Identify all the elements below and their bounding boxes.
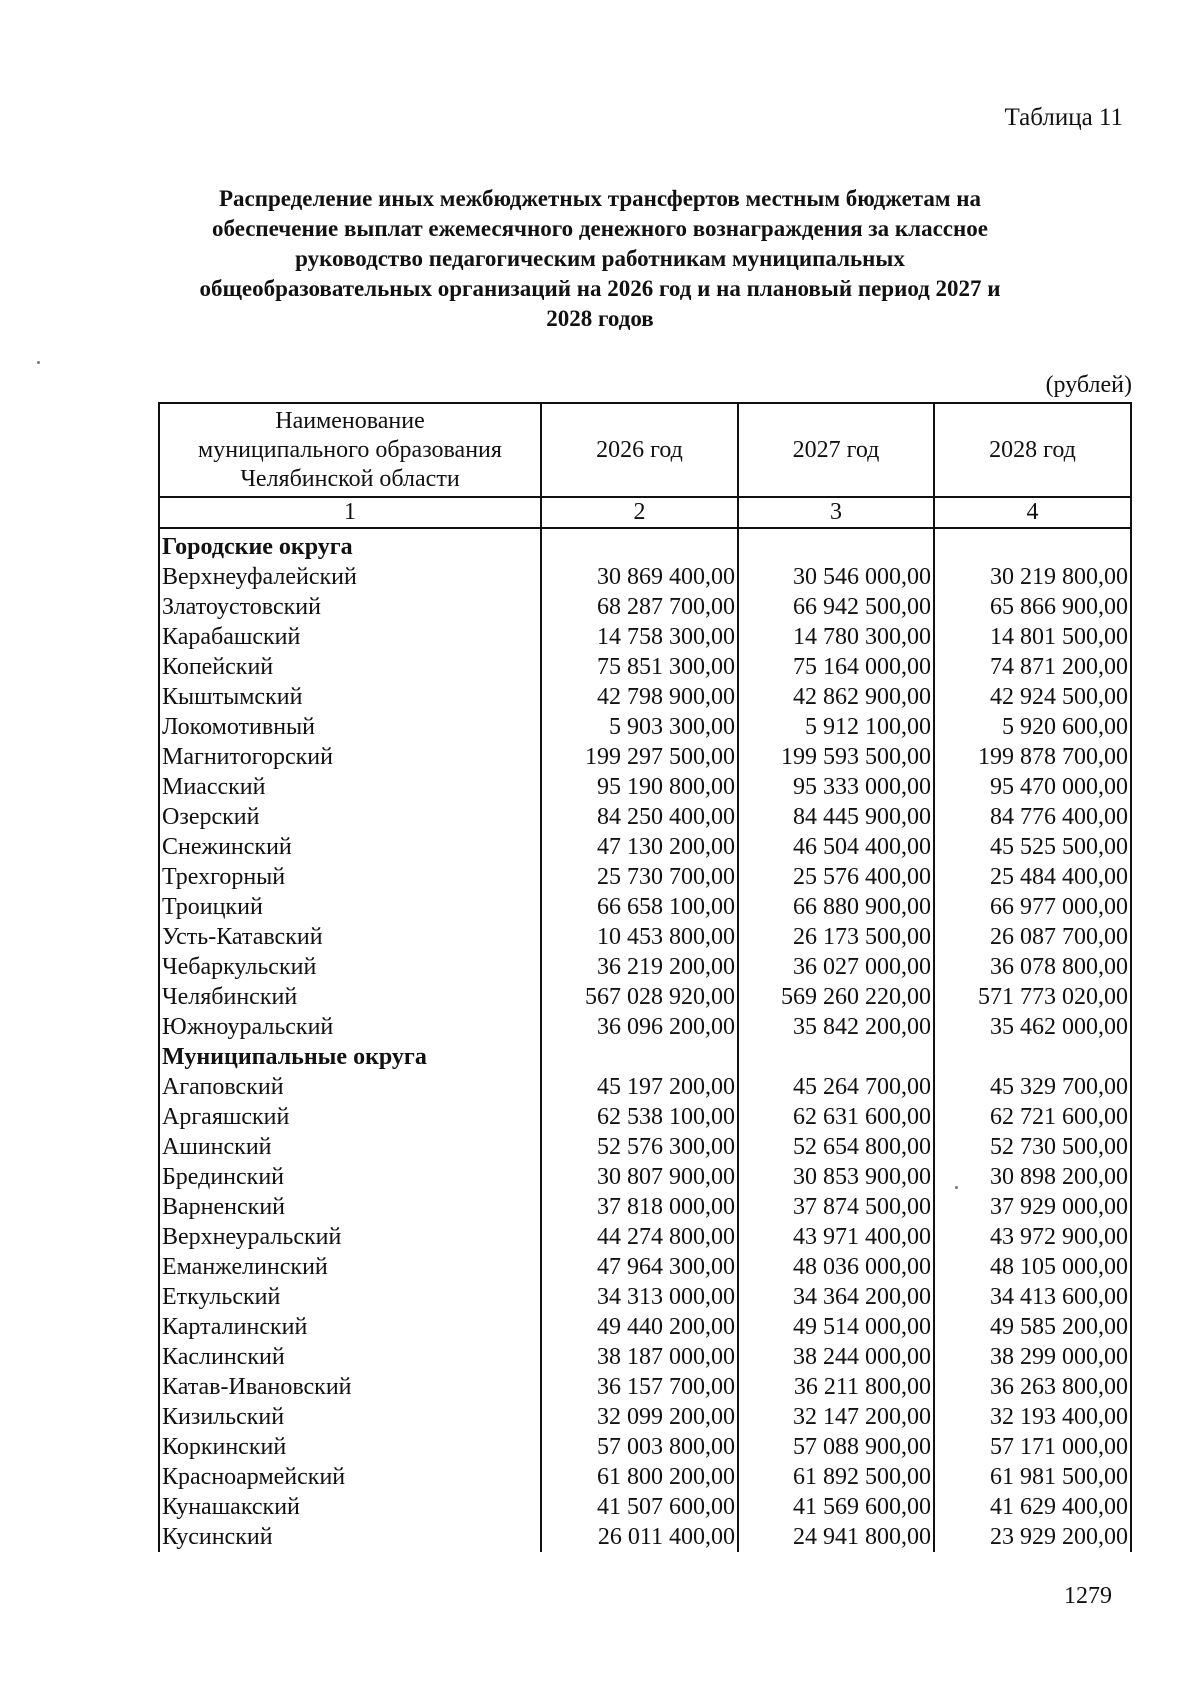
- value-2026: 75 851 300,00: [541, 652, 738, 682]
- municipality-name: Копейский: [159, 652, 541, 682]
- empty-cell: [541, 1042, 738, 1072]
- municipality-name: Кусинский: [159, 1522, 541, 1552]
- value-2026: 30 869 400,00: [541, 562, 738, 592]
- table-row: [159, 1192, 1131, 1222]
- value-2026: 47 964 300,00: [541, 1252, 738, 1282]
- table-row: [159, 742, 1131, 772]
- value-2026: 36 219 200,00: [541, 952, 738, 982]
- table-row: [159, 1102, 1131, 1132]
- value-2028: 45 329 700,00: [934, 1072, 1131, 1102]
- header-name-line: муниципального образования: [198, 436, 502, 463]
- value-2028: 43 972 900,00: [934, 1222, 1131, 1252]
- table-row: [159, 1432, 1131, 1462]
- value-2026: 38 187 000,00: [541, 1342, 738, 1372]
- value-2028: 25 484 400,00: [934, 862, 1131, 892]
- value-2027: 45 264 700,00: [738, 1072, 934, 1102]
- table-row: [159, 1372, 1131, 1402]
- value-2027: 30 853 900,00: [738, 1162, 934, 1192]
- table-row: [159, 562, 1131, 592]
- value-2027: 66 942 500,00: [738, 592, 934, 622]
- value-2026: 44 274 800,00: [541, 1222, 738, 1252]
- value-2026: 57 003 800,00: [541, 1432, 738, 1462]
- value-2028: 14 801 500,00: [934, 622, 1131, 652]
- municipality-name: Челябинский: [159, 982, 541, 1012]
- value-2028: 57 171 000,00: [934, 1432, 1131, 1462]
- municipality-name: Южноуральский: [159, 1012, 541, 1042]
- value-2028: 35 462 000,00: [934, 1012, 1131, 1042]
- column-number: 1: [159, 497, 541, 528]
- title-line: обеспечение выплат ежемесячного денежного вознаграждения за классное: [212, 216, 988, 241]
- table-row: [159, 922, 1131, 952]
- municipality-name: Чебаркульский: [159, 952, 541, 982]
- municipality-name: Миасский: [159, 772, 541, 802]
- header-municipality: [159, 403, 541, 497]
- value-2028: 45 525 500,00: [934, 832, 1131, 862]
- table-row: [159, 1402, 1131, 1432]
- value-2027: 14 780 300,00: [738, 622, 934, 652]
- transfers-table: [158, 402, 1132, 1552]
- value-2028: 30 898 200,00: [934, 1162, 1131, 1192]
- value-2028: 66 977 000,00: [934, 892, 1131, 922]
- value-2026: 66 658 100,00: [541, 892, 738, 922]
- empty-cell: [738, 1042, 934, 1072]
- municipality-name: Агаповский: [159, 1072, 541, 1102]
- value-2026: 14 758 300,00: [541, 622, 738, 652]
- table-row: [159, 1222, 1131, 1252]
- column-numbers-row: [159, 497, 1131, 528]
- value-2026: 49 440 200,00: [541, 1312, 738, 1342]
- value-2026: 62 538 100,00: [541, 1102, 738, 1132]
- value-2027: 25 576 400,00: [738, 862, 934, 892]
- header-2026: 2026 год: [541, 403, 738, 497]
- municipality-name: Карталинский: [159, 1312, 541, 1342]
- table-row: [159, 892, 1131, 922]
- value-2026: 42 798 900,00: [541, 682, 738, 712]
- empty-cell: [541, 532, 738, 562]
- title-line: общеобразовательных организаций на 2026 год и на плановый период 2027 и: [199, 276, 1001, 301]
- table-row: [159, 1072, 1131, 1102]
- municipality-name: Карабашский: [159, 622, 541, 652]
- table-row: [159, 1282, 1131, 1312]
- value-2027: 66 880 900,00: [738, 892, 934, 922]
- table-row: [159, 1162, 1131, 1192]
- table-row: [159, 982, 1131, 1012]
- table-row: [159, 712, 1131, 742]
- value-2028: 199 878 700,00: [934, 742, 1131, 772]
- header-2027: 2027 год: [738, 403, 934, 497]
- page-number: 1279: [1064, 1583, 1112, 1609]
- value-2026: 30 807 900,00: [541, 1162, 738, 1192]
- municipality-name: Верхнеуфалейский: [159, 562, 541, 592]
- value-2027: 26 173 500,00: [738, 922, 934, 952]
- value-2026: 95 190 800,00: [541, 772, 738, 802]
- title-line: руководство педагогическим работникам муниципальных: [295, 246, 905, 271]
- municipality-name: Катав-Ивановский: [159, 1372, 541, 1402]
- table-row: [159, 1342, 1131, 1372]
- value-2027: 24 941 800,00: [738, 1522, 934, 1552]
- value-2028: 32 193 400,00: [934, 1402, 1131, 1432]
- value-2027: 34 364 200,00: [738, 1282, 934, 1312]
- value-2026: 32 099 200,00: [541, 1402, 738, 1432]
- value-2027: 48 036 000,00: [738, 1252, 934, 1282]
- value-2027: 84 445 900,00: [738, 802, 934, 832]
- units-label: (рублей): [1045, 372, 1132, 398]
- value-2027: 32 147 200,00: [738, 1402, 934, 1432]
- value-2026: 567 028 920,00: [541, 982, 738, 1012]
- value-2028: 41 629 400,00: [934, 1492, 1131, 1522]
- value-2026: 37 818 000,00: [541, 1192, 738, 1222]
- value-2028: 26 087 700,00: [934, 922, 1131, 952]
- value-2027: 43 971 400,00: [738, 1222, 934, 1252]
- value-2027: 46 504 400,00: [738, 832, 934, 862]
- value-2028: 30 219 800,00: [934, 562, 1131, 592]
- municipality-name: Озерский: [159, 802, 541, 832]
- table-row: [159, 952, 1131, 982]
- municipality-name: Варненский: [159, 1192, 541, 1222]
- value-2028: 38 299 000,00: [934, 1342, 1131, 1372]
- value-2027: 5 912 100,00: [738, 712, 934, 742]
- municipality-name: Магнитогорский: [159, 742, 541, 772]
- table-row: [159, 1012, 1131, 1042]
- municipality-name: Аргаяшский: [159, 1102, 541, 1132]
- value-2028: 571 773 020,00: [934, 982, 1131, 1012]
- value-2027: 57 088 900,00: [738, 1432, 934, 1462]
- municipality-name: Златоустовский: [159, 592, 541, 622]
- value-2027: 41 569 600,00: [738, 1492, 934, 1522]
- table-row: [159, 1312, 1131, 1342]
- municipality-name: Каслинский: [159, 1342, 541, 1372]
- value-2026: 84 250 400,00: [541, 802, 738, 832]
- municipality-name: Брединский: [159, 1162, 541, 1192]
- column-number: 3: [738, 497, 934, 528]
- table-header-row: [159, 403, 1131, 497]
- municipality-name: Еткульский: [159, 1282, 541, 1312]
- value-2028: 36 263 800,00: [934, 1372, 1131, 1402]
- municipality-name: Снежинский: [159, 832, 541, 862]
- municipality-name: Коркинский: [159, 1432, 541, 1462]
- value-2027: 36 211 800,00: [738, 1372, 934, 1402]
- value-2027: 61 892 500,00: [738, 1462, 934, 1492]
- value-2026: 68 287 700,00: [541, 592, 738, 622]
- value-2028: 49 585 200,00: [934, 1312, 1131, 1342]
- value-2027: 49 514 000,00: [738, 1312, 934, 1342]
- document-title: [150, 184, 1050, 334]
- value-2028: 65 866 900,00: [934, 592, 1131, 622]
- table-row: [159, 1492, 1131, 1522]
- table-row: [159, 772, 1131, 802]
- municipality-name: Красноармейский: [159, 1462, 541, 1492]
- value-2027: 62 631 600,00: [738, 1102, 934, 1132]
- value-2027: 95 333 000,00: [738, 772, 934, 802]
- column-number: 2: [541, 497, 738, 528]
- value-2026: 34 313 000,00: [541, 1282, 738, 1312]
- municipality-name: Кыштымский: [159, 682, 541, 712]
- value-2026: 5 903 300,00: [541, 712, 738, 742]
- value-2026: 41 507 600,00: [541, 1492, 738, 1522]
- column-number: 4: [934, 497, 1131, 528]
- value-2027: 35 842 200,00: [738, 1012, 934, 1042]
- section-row: [159, 532, 1131, 562]
- value-2028: 62 721 600,00: [934, 1102, 1131, 1132]
- municipality-name: Верхнеуральский: [159, 1222, 541, 1252]
- value-2028: 34 413 600,00: [934, 1282, 1131, 1312]
- value-2028: 52 730 500,00: [934, 1132, 1131, 1162]
- table-label: Таблица 11: [1004, 104, 1123, 131]
- value-2027: 38 244 000,00: [738, 1342, 934, 1372]
- table-row: [159, 1462, 1131, 1492]
- value-2028: 48 105 000,00: [934, 1252, 1131, 1282]
- value-2028: 36 078 800,00: [934, 952, 1131, 982]
- value-2028: 95 470 000,00: [934, 772, 1131, 802]
- empty-cell: [738, 532, 934, 562]
- value-2028: 5 920 600,00: [934, 712, 1131, 742]
- value-2028: 74 871 200,00: [934, 652, 1131, 682]
- title-line: 2028 годов: [546, 306, 654, 331]
- value-2028: 42 924 500,00: [934, 682, 1131, 712]
- table-row: [159, 862, 1131, 892]
- header-2028: 2028 год: [934, 403, 1131, 497]
- value-2028: 61 981 500,00: [934, 1462, 1131, 1492]
- value-2026: 61 800 200,00: [541, 1462, 738, 1492]
- value-2028: 37 929 000,00: [934, 1192, 1131, 1222]
- section-title: Муниципальные округа: [159, 1042, 541, 1072]
- table-row: [159, 1252, 1131, 1282]
- header-name-line: Наименование: [275, 407, 425, 434]
- header-name-line: Челябинской области: [240, 465, 460, 492]
- municipality-name: Еманжелинский: [159, 1252, 541, 1282]
- value-2027: 36 027 000,00: [738, 952, 934, 982]
- value-2026: 10 453 800,00: [541, 922, 738, 952]
- value-2027: 569 260 220,00: [738, 982, 934, 1012]
- municipality-name: Локомотивный: [159, 712, 541, 742]
- value-2027: 30 546 000,00: [738, 562, 934, 592]
- value-2026: 36 157 700,00: [541, 1372, 738, 1402]
- section-title: Городские округа: [159, 532, 541, 562]
- table-row: [159, 802, 1131, 832]
- municipality-name: Кизильский: [159, 1402, 541, 1432]
- section-row: [159, 1042, 1131, 1072]
- empty-cell: [934, 1042, 1131, 1072]
- title-line: Распределение иных межбюджетных трансфертов местным бюджетам на: [218, 186, 982, 211]
- value-2026: 199 297 500,00: [541, 742, 738, 772]
- table-row: [159, 652, 1131, 682]
- municipality-name: Ашинский: [159, 1132, 541, 1162]
- table-row: [159, 592, 1131, 622]
- municipality-name: Кунашакский: [159, 1492, 541, 1522]
- value-2028: 23 929 200,00: [934, 1522, 1131, 1552]
- value-2027: 199 593 500,00: [738, 742, 934, 772]
- table-row: [159, 1132, 1131, 1162]
- value-2026: 52 576 300,00: [541, 1132, 738, 1162]
- value-2026: 26 011 400,00: [541, 1522, 738, 1552]
- value-2026: 47 130 200,00: [541, 832, 738, 862]
- value-2027: 75 164 000,00: [738, 652, 934, 682]
- empty-cell: [934, 532, 1131, 562]
- value-2026: 25 730 700,00: [541, 862, 738, 892]
- value-2026: 45 197 200,00: [541, 1072, 738, 1102]
- value-2028: 84 776 400,00: [934, 802, 1131, 832]
- municipality-name: Троицкий: [159, 892, 541, 922]
- value-2026: 36 096 200,00: [541, 1012, 738, 1042]
- municipality-name: Усть-Катавский: [159, 922, 541, 952]
- value-2027: 42 862 900,00: [738, 682, 934, 712]
- table-row: [159, 1522, 1131, 1552]
- table-row: [159, 682, 1131, 712]
- value-2027: 37 874 500,00: [738, 1192, 934, 1222]
- table-row: [159, 622, 1131, 652]
- table-row: [159, 832, 1131, 862]
- value-2027: 52 654 800,00: [738, 1132, 934, 1162]
- municipality-name: Трехгорный: [159, 862, 541, 892]
